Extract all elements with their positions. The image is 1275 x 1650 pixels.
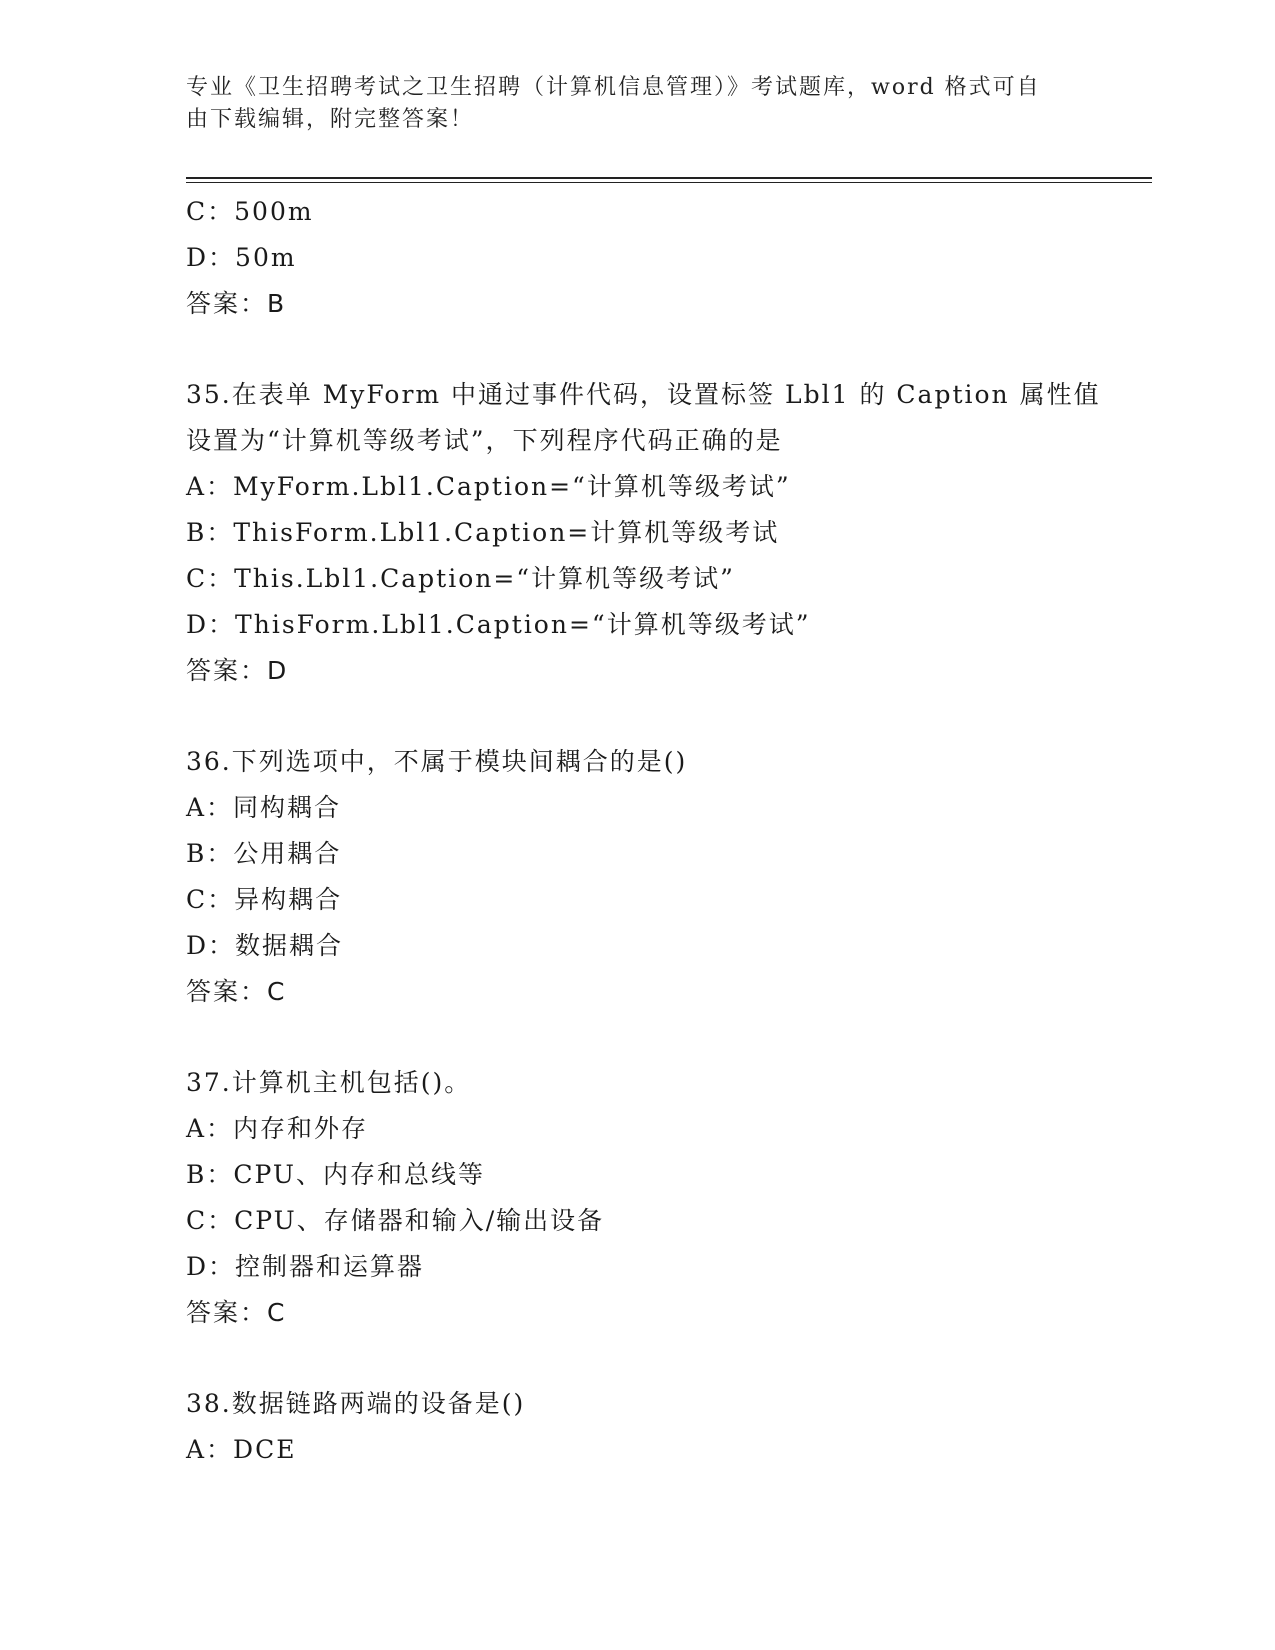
option-b: B：ThisForm.Lbl1.Caption=计算机等级考试 bbox=[186, 518, 780, 547]
answer-line: 答案：C bbox=[186, 1298, 287, 1327]
header-divider-thin bbox=[186, 182, 1152, 183]
question-stem: 35.在表单 MyForm 中通过事件代码，设置标签 Lbl1 的 Caption 属性值 bbox=[186, 380, 1101, 409]
question-stem: 36.下列选项中，不属于模块间耦合的是() bbox=[186, 747, 688, 776]
header-divider-thick bbox=[186, 177, 1152, 179]
option-a: A：DCE bbox=[186, 1435, 297, 1464]
option-d: D：控制器和运算器 bbox=[186, 1252, 425, 1281]
option-d: D：ThisForm.Lbl1.Caption=“计算机等级考试” bbox=[186, 610, 811, 639]
option-a: A：MyForm.Lbl1.Caption=“计算机等级考试” bbox=[186, 472, 791, 501]
option-b: B：CPU、内存和总线等 bbox=[186, 1160, 485, 1189]
option-a: A：同构耦合 bbox=[186, 793, 342, 822]
option-a: A：内存和外存 bbox=[186, 1114, 369, 1143]
question-stem: 设置为“计算机等级考试”，下列程序代码正确的是 bbox=[186, 426, 783, 455]
option-c: C：500m bbox=[186, 197, 314, 226]
question-stem: 38.数据链路两端的设备是() bbox=[186, 1389, 526, 1418]
header-line-2: 由下载编辑，附完整答案！ bbox=[186, 107, 475, 132]
answer-line: 答案：B bbox=[186, 289, 287, 318]
option-d: D：数据耦合 bbox=[186, 931, 344, 960]
document-header bbox=[186, 72, 1066, 136]
header-line-1: 专业《卫生招聘考试之卫生招聘（计算机信息管理）》考试题库，word 格式可自 bbox=[186, 75, 1041, 100]
option-d: D：50m bbox=[186, 243, 297, 272]
option-b: B：公用耦合 bbox=[186, 839, 342, 868]
question-stem: 37.计算机主机包括()。 bbox=[186, 1068, 472, 1097]
question-list bbox=[186, 189, 1152, 1473]
option-c: C：This.Lbl1.Caption=“计算机等级考试” bbox=[186, 564, 735, 593]
answer-line: 答案：D bbox=[186, 656, 289, 685]
option-c: C：异构耦合 bbox=[186, 885, 343, 914]
answer-line: 答案：C bbox=[186, 977, 287, 1006]
option-c: C：CPU、存储器和输入/输出设备 bbox=[186, 1206, 605, 1235]
